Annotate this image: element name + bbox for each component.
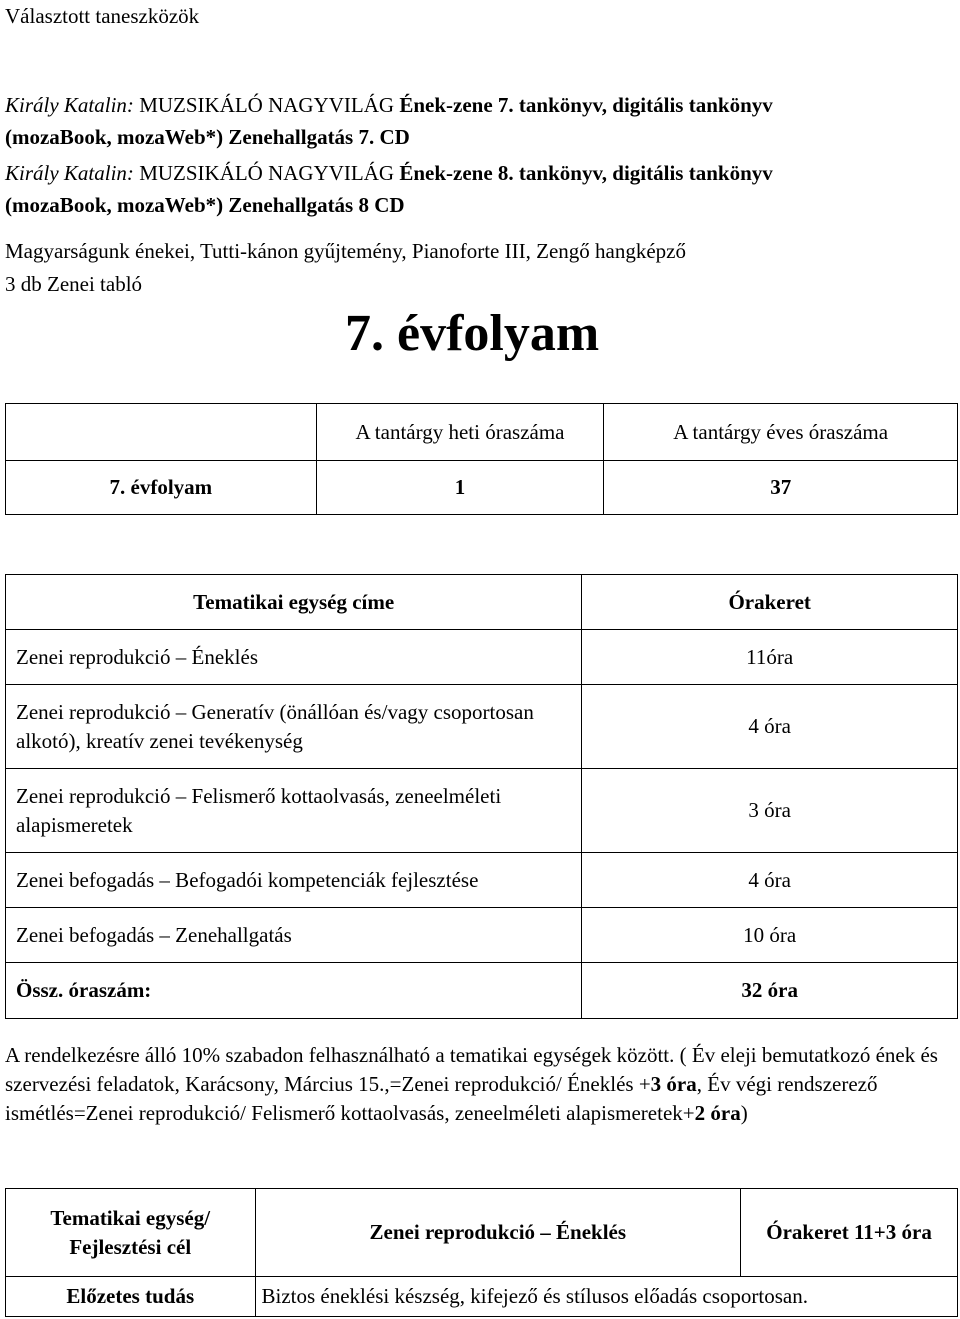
hours-header-weekly: A tantárgy heti óraszáma [316, 404, 604, 461]
music-boards: 3 db Zenei tabló [5, 272, 143, 296]
textbook-author: Király Katalin: [5, 161, 134, 185]
hours-row-label: 7. évfolyam [6, 461, 317, 515]
textbook-author: Király Katalin: [5, 93, 134, 117]
table-row [6, 630, 958, 685]
hours-header-yearly: A tantárgy éves óraszáma [604, 404, 958, 461]
textbook-line-2: (mozaBook, mozaWeb*) Zenehallgatás 7. CD [5, 125, 410, 149]
note-text-3: ) [740, 1101, 748, 1125]
unit-header-left: Tematikai egység/ Fejlesztési cél [6, 1189, 256, 1277]
units-table [5, 574, 958, 1019]
unit-hours: 11óra [582, 630, 958, 685]
table-row [6, 908, 958, 963]
other-materials: Magyarságunk énekei, Tutti-kánon gyűjtemény, Pianoforte III, Zengő hangképző [5, 239, 686, 263]
unit-hours: 3 óra [582, 769, 958, 853]
unit-title: Zenei reprodukció – Éneklés [6, 630, 582, 685]
unit-header-right: Órakeret 11+3 óra [741, 1189, 958, 1277]
textbook-title: MUZSIKÁLÓ NAGYVILÁG [139, 161, 395, 185]
textbook-line-1 [5, 89, 773, 121]
unit-title: Zenei reprodukció – Felismerő kottaolvasás, zeneelméleti alapismeretek [6, 769, 582, 853]
textbook-title: MUZSIKÁLÓ NAGYVILÁG [139, 93, 395, 117]
note-bold-2: 2 óra [694, 1101, 741, 1125]
units-header-title: Tematikai egység címe [6, 575, 582, 630]
hours-table [5, 403, 958, 515]
time-allocation-note [5, 1041, 945, 1128]
table-row-total [6, 963, 958, 1019]
section-title: Választott taneszközök [5, 4, 200, 28]
textbook-details: Ének-zene 7. tankönyv, digitális tankönyv [399, 93, 773, 117]
unit-hours: 10 óra [582, 908, 958, 963]
unit-title: Zenei befogadás – Zenehallgatás [6, 908, 582, 963]
total-label: Össz. óraszám: [6, 963, 582, 1019]
note-text-1: A rendelkezésre álló 10% szabadon felhasználható a tematikai egységek között. ( Év eleji bemutatkozó ének és szervezési feladatok, Karácsony, Március 15.,=Zenei reprodukció/ Éneklés + [5, 1043, 938, 1096]
total-hours: 32 óra [582, 963, 958, 1019]
textbook-details: Ének-zene 8. tankönyv, digitális tankönyv [399, 161, 773, 185]
unit-hours: 4 óra [582, 853, 958, 908]
textbook-line-4: (mozaBook, mozaWeb*) Zenehallgatás 8 CD [5, 193, 405, 217]
hours-row-yearly: 37 [604, 461, 958, 515]
table-row [6, 769, 958, 853]
unit-title: Zenei befogadás – Befogadói kompetenciák fejlesztése [6, 853, 582, 908]
hours-header-empty [6, 404, 317, 461]
unit-hours: 4 óra [582, 685, 958, 769]
textbook-line-3 [5, 157, 773, 189]
year-heading: 7. évfolyam [345, 305, 600, 362]
table-row [6, 853, 958, 908]
unit-detail-table [5, 1188, 958, 1317]
note-text-2: , Év végi rendszerező ismétlés=Zenei reprodukció/ Felismerő kottaolvasás, zeneelméleti alapismeretek+ [5, 1072, 878, 1125]
note-bold-1: 3 óra [650, 1072, 697, 1096]
unit-header-mid: Zenei reprodukció – Éneklés [255, 1189, 741, 1277]
prior-knowledge-value: Biztos éneklési készség, kifejező és stílusos előadás csoportosan. [255, 1277, 958, 1317]
units-header-hours: Órakeret [582, 575, 958, 630]
table-row [6, 685, 958, 769]
prior-knowledge-label: Előzetes tudás [6, 1277, 256, 1317]
unit-title: Zenei reprodukció – Generatív (önállóan és/vagy csoportosan alkotó), kreatív zenei tevékenység [6, 685, 582, 769]
hours-row-weekly: 1 [316, 461, 604, 515]
